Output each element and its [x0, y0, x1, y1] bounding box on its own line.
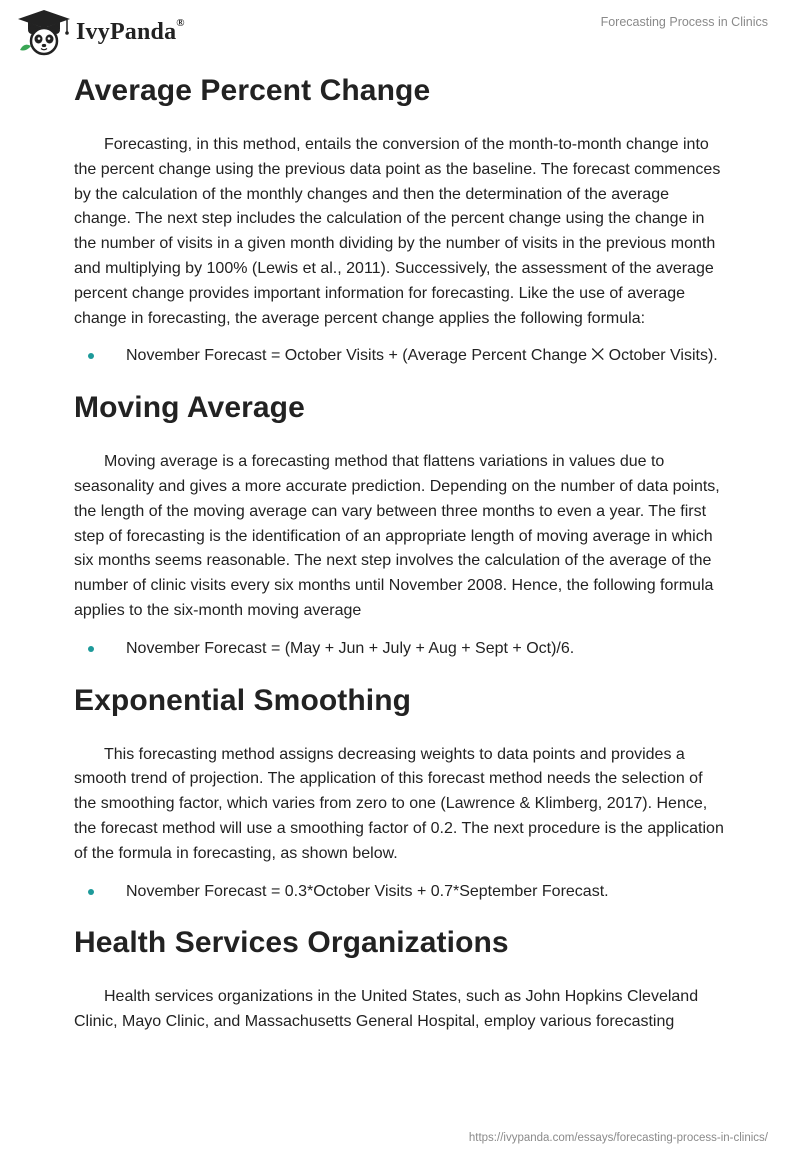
- section-paragraph: Forecasting, in this method, entails the conversion of the month-to-month change into the percent change using the previous data point as the baseline. The forecast commences by the calculation of the monthly changes and then the determination of the average change. The next step includes the calculation of the percent change using the change in the number of visits in a given month dividing by the number of visits in the previous month and multiplying by 100% (Lewis et al., 2011). Successively, the assessment of the average percent change provides important information for forecasting. Like the use of average change in forecasting, the average percent change applies the following formula:: [74, 136, 721, 327]
- source-url[interactable]: https://ivypanda.com/essays/forecasting-process-in-clinics/: [468, 1132, 768, 1144]
- section-exponential-smoothing: [74, 678, 726, 921]
- brand-registered-mark: ®: [176, 17, 185, 29]
- bullet-icon: [88, 353, 94, 359]
- section-health-services-organizations: [74, 920, 726, 1035]
- list-item-text: November Forecast = October Visits + (Average Percent Change ⨉ October Visits).: [126, 347, 718, 365]
- section-heading: Moving Average: [74, 391, 305, 425]
- section-heading: Health Services Organizations: [74, 926, 509, 960]
- formula-list: [74, 344, 726, 369]
- formula-list: [74, 880, 726, 905]
- section-average-percent-change: [74, 68, 726, 385]
- list-item: [74, 880, 726, 905]
- section-paragraph: This forecasting method assigns decreasing weights to data points and provides a smooth trend of projection. The application of this forecast method needs the selection of the smoothing factor, which varies from zero to one (Lawrence & Klimberg, 2017). Hence, the forecast method will use a smoothing factor of 0.2. The next procedure is the application of the formula in forecasting, as shown below.: [74, 745, 724, 862]
- page-header: [0, 0, 800, 60]
- bullet-icon: [88, 646, 94, 652]
- list-item-text: November Forecast = (May + Jun + July + Aug + Sept + Oct)/6.: [126, 639, 575, 657]
- section-paragraph: Health services organizations in the United States, such as John Hopkins Cleveland Clinic, Mayo Clinic, and Massachusetts General Hospital, employ various forecasting: [74, 988, 699, 1031]
- list-item: [74, 637, 726, 662]
- brand-name[interactable]: [76, 19, 185, 46]
- section-paragraph: Moving average is a forecasting method that flattens variations in values due to seasonality and gives a more accurate prediction. Depending on the number of data points, the length of the moving average can vary between three months to even a year. The first step of forecasting is the identification of an appropriate length of moving average in which six months seems reasonable. The next step involves the calculation of the average of the number of clinic visits every six months until November 2008. Hence, the following formula applies to the six-month moving average: [74, 453, 720, 619]
- bullet-icon: [88, 889, 94, 895]
- list-item-text: November Forecast = 0.3*October Visits + 0.7*September Forecast.: [126, 882, 609, 900]
- formula-list: [74, 637, 726, 662]
- section-moving-average: [74, 385, 726, 677]
- section-heading: Average Percent Change: [74, 74, 431, 107]
- ivypanda-logo-icon[interactable]: [14, 8, 74, 56]
- brand-text: IvyPanda: [76, 19, 177, 45]
- section-heading: Exponential Smoothing: [74, 683, 412, 717]
- article-content: [74, 68, 726, 1035]
- document-title: Forecasting Process in Clinics: [600, 15, 768, 29]
- list-item: [74, 344, 726, 369]
